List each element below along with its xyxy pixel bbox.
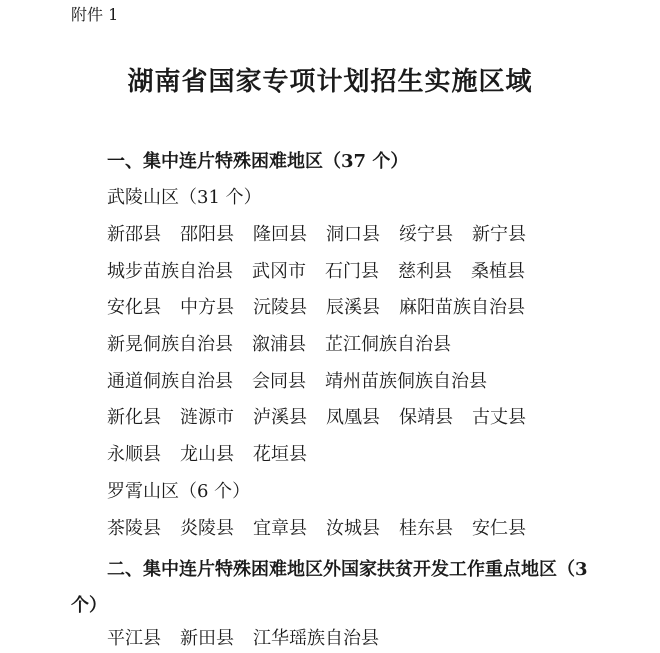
county-name: 汝城县 <box>326 518 380 539</box>
county-name: 花垣县 <box>253 444 307 465</box>
county-row <box>107 293 525 319</box>
county-name: 泸溪县 <box>253 407 307 428</box>
county-name: 桑植县 <box>471 261 525 282</box>
county-name: 中方县 <box>180 297 234 318</box>
county-name: 江华瑶族自治县 <box>253 628 379 649</box>
county-row <box>107 440 307 466</box>
county-name: 古丈县 <box>472 407 526 428</box>
county-name: 安仁县 <box>472 518 526 539</box>
county-row <box>107 367 487 393</box>
county-row <box>107 624 379 650</box>
county-name: 靖州苗族侗族自治县 <box>325 371 487 392</box>
county-name: 洞口县 <box>326 224 380 245</box>
region-label-wuling: 武陵山区（31 个） <box>107 187 262 208</box>
county-name: 安化县 <box>107 297 161 318</box>
county-name: 茶陵县 <box>107 518 161 539</box>
county-row <box>107 257 525 283</box>
county-name: 保靖县 <box>399 407 453 428</box>
county-name: 桂东县 <box>399 518 453 539</box>
county-name: 城步苗族自治县 <box>107 261 233 282</box>
region-label-luoxiao: 罗霄山区（6 个） <box>107 481 251 502</box>
county-row <box>107 403 526 429</box>
county-name: 永顺县 <box>107 444 161 465</box>
county-name: 邵阳县 <box>180 224 234 245</box>
county-name: 宜章县 <box>253 518 307 539</box>
county-name: 隆回县 <box>253 224 307 245</box>
county-name: 绥宁县 <box>399 224 453 245</box>
county-name: 石门县 <box>325 261 379 282</box>
county-name: 涟源市 <box>180 407 234 428</box>
county-name: 炎陵县 <box>180 518 234 539</box>
county-name: 凤凰县 <box>326 407 380 428</box>
attachment-label: 附件 1 <box>71 5 119 24</box>
county-name: 会同县 <box>252 371 306 392</box>
county-name: 新宁县 <box>472 224 526 245</box>
county-name: 新邵县 <box>107 224 161 245</box>
county-row <box>107 220 526 246</box>
county-name: 沅陵县 <box>253 297 307 318</box>
county-name: 新晃侗族自治县 <box>107 334 233 355</box>
document-title: 湖南省国家专项计划招生实施区域 <box>127 67 533 97</box>
county-row <box>107 330 451 356</box>
county-name: 麻阳苗族自治县 <box>399 297 525 318</box>
county-name: 慈利县 <box>398 261 452 282</box>
county-name: 新化县 <box>107 407 161 428</box>
section-heading-1: 一、集中连片特殊困难地区（37 个） <box>107 151 409 172</box>
county-name: 辰溪县 <box>326 297 380 318</box>
county-row <box>107 514 526 540</box>
county-name: 龙山县 <box>180 444 234 465</box>
county-name: 新田县 <box>180 628 234 649</box>
county-name: 芷江侗族自治县 <box>325 334 451 355</box>
section-heading-2: 二、集中连片特殊困难地区外国家扶贫开发工作重点地区（3 个） <box>71 559 588 616</box>
county-name: 通道侗族自治县 <box>107 371 233 392</box>
county-name: 武冈市 <box>252 261 306 282</box>
county-name: 溆浦县 <box>252 334 306 355</box>
county-name: 平江县 <box>107 628 161 649</box>
